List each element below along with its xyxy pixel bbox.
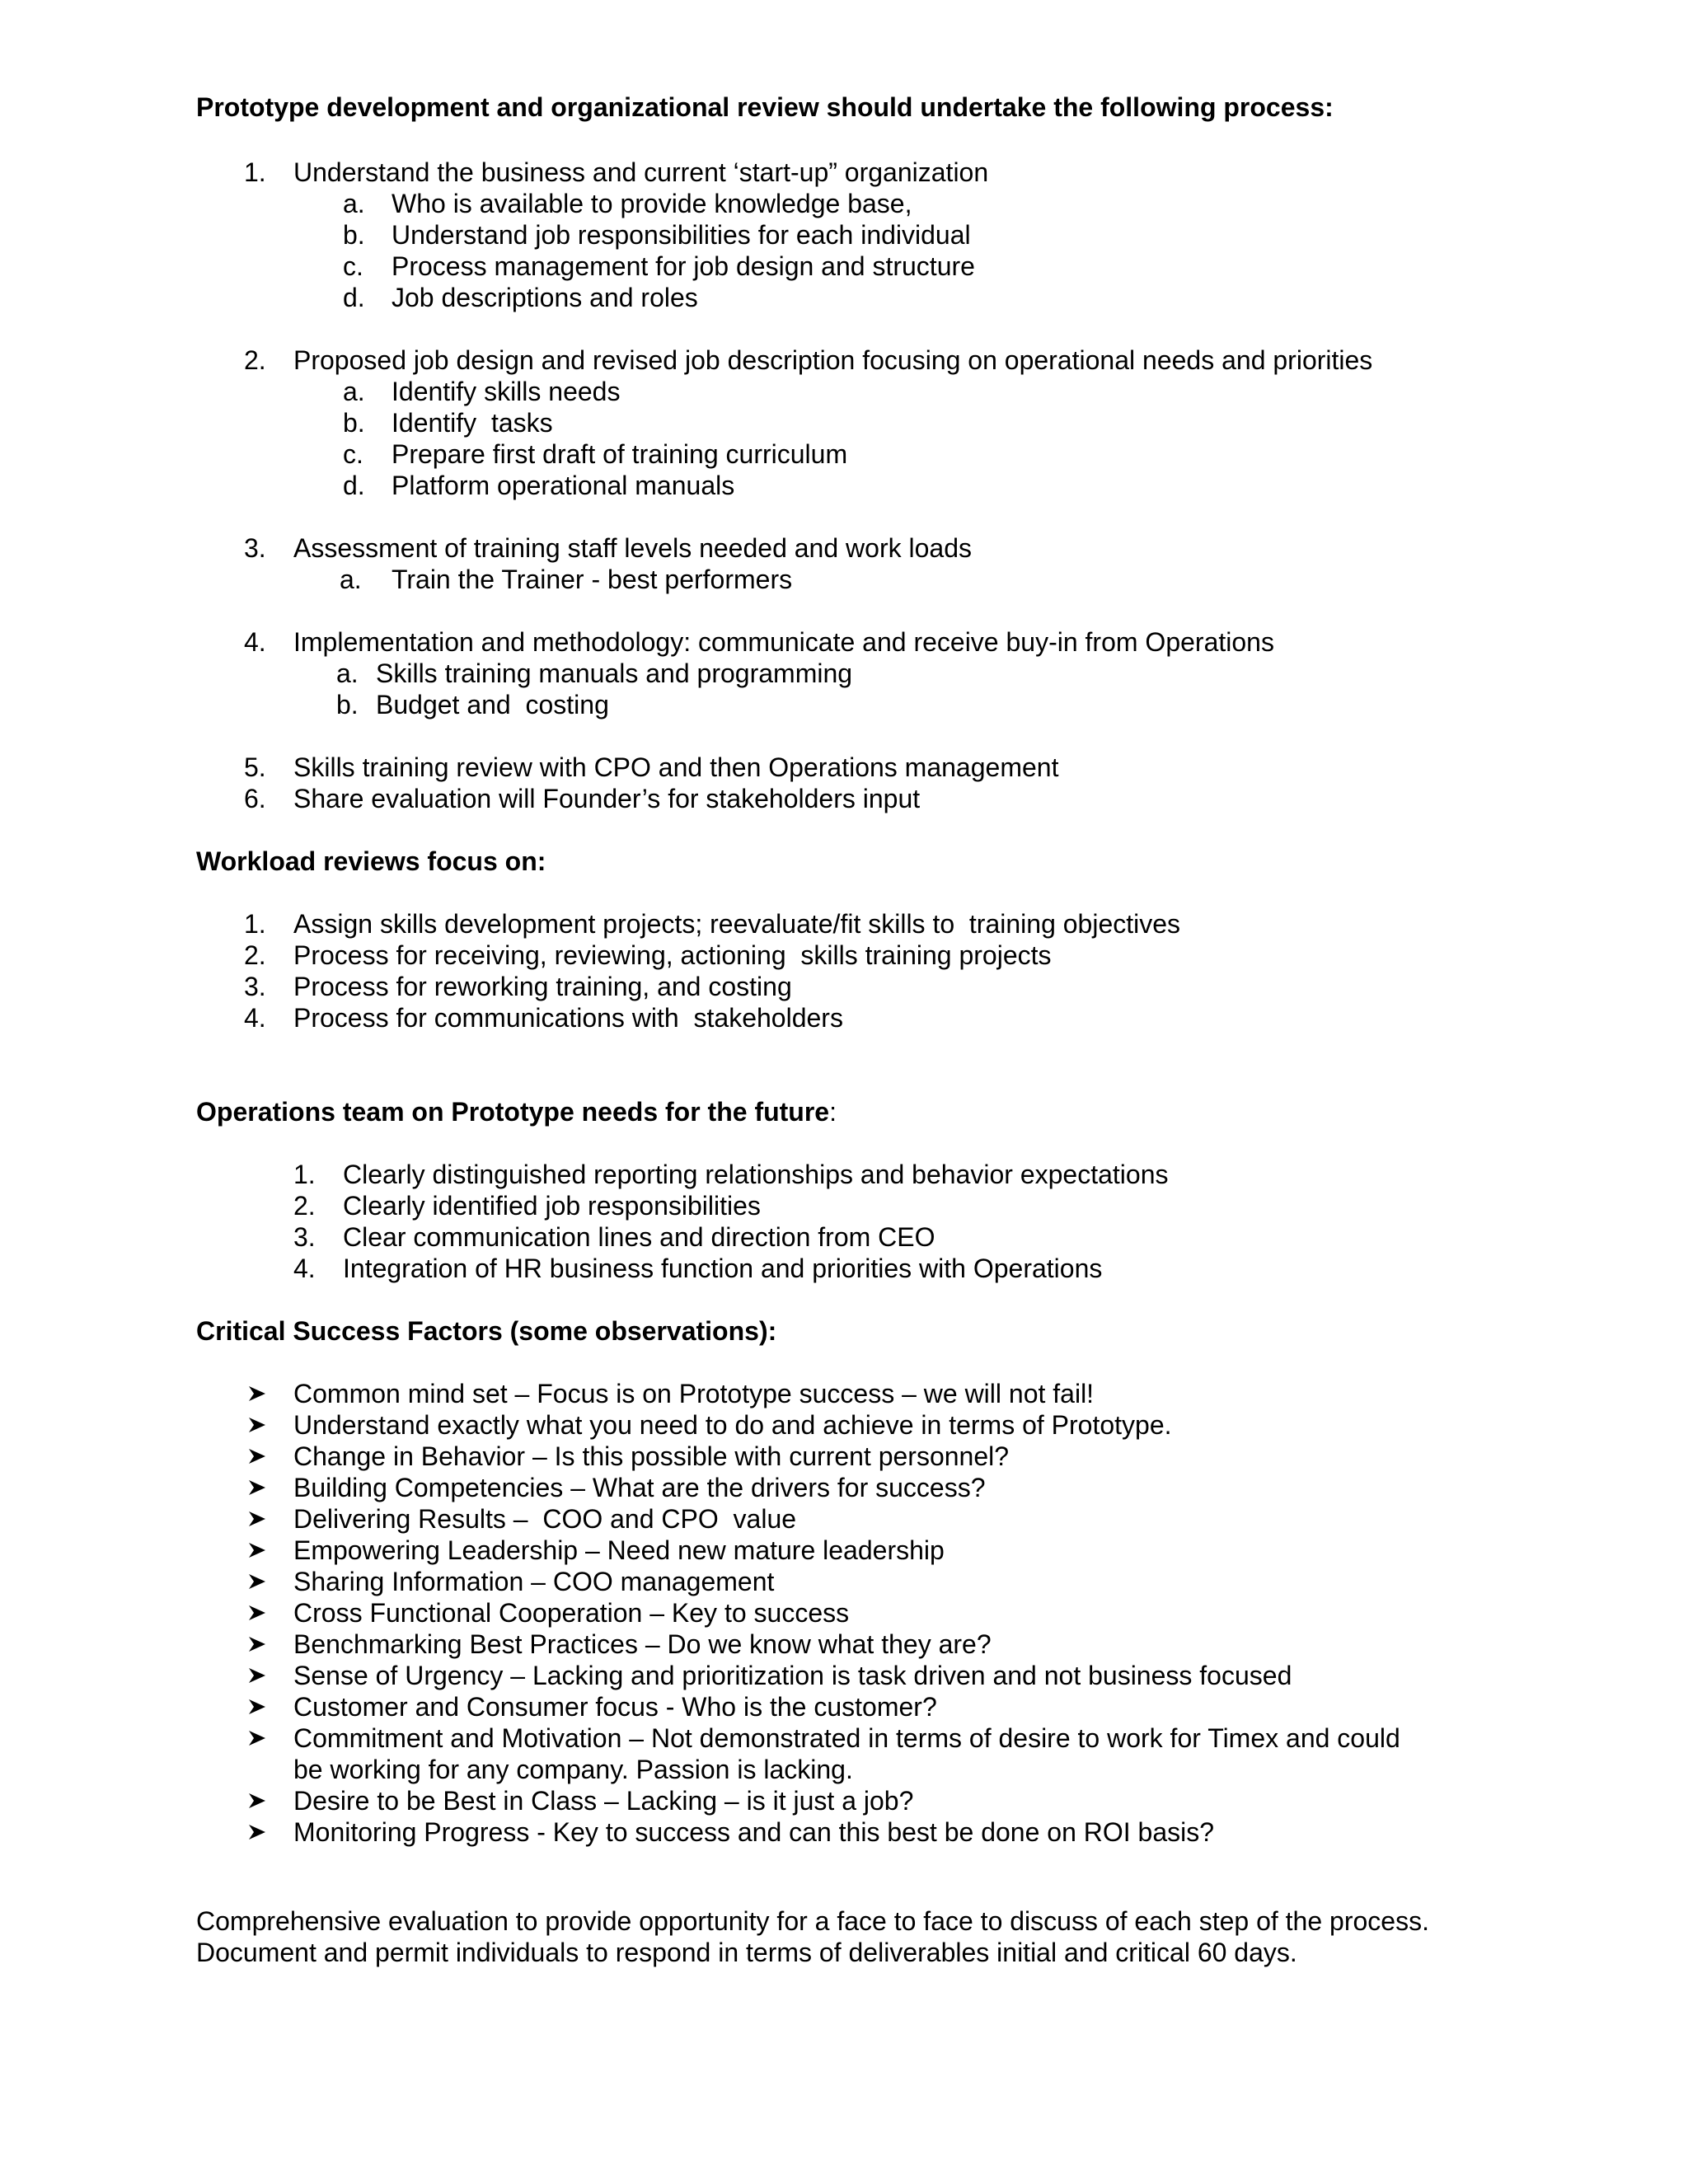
list-item: Skills training review with CPO and then Operations management [293, 752, 1059, 782]
list-item: Process for reworking training, and costing [293, 972, 792, 1001]
sublist-label: a. [340, 565, 362, 594]
closing-paragraph-line: Document and permit individuals to respond in terms of deliverables initial and critical 60 days. [196, 1938, 1297, 1967]
bullet-item: Customer and Consumer focus - Who is the customer? [293, 1692, 937, 1722]
bullet-item: Commitment and Motivation – Not demonstrated in terms of desire to work for Timex and could [293, 1723, 1400, 1753]
sublist-label: d. [343, 471, 365, 500]
list-number: 3. [244, 972, 266, 1001]
list-number: 4. [244, 627, 266, 657]
bullet-item: Delivering Results – COO and CPO value [293, 1504, 797, 1534]
sublist-label: a. [343, 189, 365, 218]
list-number: 6. [244, 784, 266, 813]
sublist-item: Identify skills needs [392, 377, 621, 406]
sublist-label: c. [343, 251, 363, 281]
sublist-label: d. [343, 283, 365, 312]
bullet-item: Empowering Leadership – Need new mature leadership [293, 1535, 945, 1565]
sublist-item: Skills training manuals and programming [376, 658, 853, 688]
section-heading-operations [196, 1096, 837, 1127]
sublist-item: Identify tasks [392, 408, 553, 438]
arrowhead-bullet-icon [247, 1441, 269, 1472]
sublist-label: b. [336, 690, 359, 719]
section-heading-critical-success: Critical Success Factors (some observations): [196, 1316, 777, 1346]
list-item: Implementation and methodology: communicate and receive buy-in from Operations [293, 627, 1274, 657]
arrowhead-bullet-icon [247, 1535, 269, 1566]
sublist-item: Train the Trainer - best performers [392, 565, 793, 594]
arrowhead-bullet-icon [247, 1722, 269, 1754]
bullet-item-continuation: be working for any company. Passion is lacking. [293, 1755, 853, 1784]
bullet-item: Common mind set – Focus is on Prototype success – we will not fail! [293, 1379, 1095, 1408]
bullet-item: Sharing Information – COO management [293, 1567, 775, 1596]
arrowhead-bullet-icon [247, 1691, 269, 1722]
list-item: Clearly distinguished reporting relationships and behavior expectations [343, 1160, 1169, 1189]
sublist-label: a. [336, 658, 359, 688]
list-number: 4. [244, 1003, 266, 1033]
list-number: 1. [244, 157, 266, 187]
arrowhead-bullet-icon [247, 1660, 269, 1691]
bullet-item: Monitoring Progress - Key to success and can this best be done on ROI basis? [293, 1817, 1215, 1847]
list-number: 3. [244, 533, 266, 563]
arrowhead-bullet-icon [247, 1629, 269, 1660]
section-heading-operations-bold: Operations team on Prototype needs for the future [196, 1097, 830, 1127]
list-number: 2. [244, 345, 266, 375]
section-heading-operations-colon: : [829, 1097, 837, 1127]
arrowhead-bullet-icon [247, 1597, 269, 1629]
closing-paragraph-line: Comprehensive evaluation to provide opportunity for a face to face to discuss of each step of the process. [196, 1906, 1429, 1936]
list-item: Integration of HR business function and priorities with Operations [343, 1254, 1103, 1283]
bullet-item: Understand exactly what you need to do and achieve in terms of Prototype. [293, 1410, 1172, 1440]
list-number: 2. [293, 1191, 316, 1221]
arrowhead-bullet-icon [247, 1472, 269, 1503]
list-item: Process for receiving, reviewing, actioning skills training projects [293, 940, 1052, 970]
list-number: 3. [293, 1222, 316, 1252]
sublist-label: a. [343, 377, 365, 406]
sublist-item: Platform operational manuals [392, 471, 735, 500]
sublist-label: b. [343, 220, 365, 250]
arrowhead-bullet-icon [247, 1816, 269, 1848]
list-item: Process for communications with stakeholders [293, 1003, 843, 1033]
list-number: 1. [244, 909, 266, 939]
arrowhead-bullet-icon [247, 1785, 269, 1816]
sublist-item: Understand job responsibilities for each individual [392, 220, 971, 250]
bullet-item: Change in Behavior – Is this possible with current personnel? [293, 1441, 1010, 1471]
list-item: Understand the business and current ‘start-up” organization [293, 157, 989, 187]
sublist-item: Process management for job design and structure [392, 251, 975, 281]
sublist-label: c. [343, 439, 363, 469]
list-item: Share evaluation will Founder’s for stakeholders input [293, 784, 921, 813]
bullet-item: Sense of Urgency – Lacking and prioritization is task driven and not business focused [293, 1661, 1292, 1690]
sublist-item: Who is available to provide knowledge base, [392, 189, 912, 218]
bullet-item: Desire to be Best in Class – Lacking – is it just a job? [293, 1786, 914, 1816]
list-item: Assign skills development projects; reevaluate/fit skills to training objectives [293, 909, 1181, 939]
sublist-item: Job descriptions and roles [392, 283, 698, 312]
list-item: Clearly identified job responsibilities [343, 1191, 761, 1221]
arrowhead-bullet-icon [247, 1566, 269, 1597]
bullet-item: Building Competencies – What are the drivers for success? [293, 1473, 986, 1502]
sublist-item: Budget and costing [376, 690, 609, 719]
sublist-item: Prepare first draft of training curriculum [392, 439, 848, 469]
list-number: 1. [293, 1160, 316, 1189]
section-heading-workload: Workload reviews focus on: [196, 846, 546, 876]
section-heading-process: Prototype development and organizational review should undertake the following process: [196, 92, 1334, 122]
list-number: 4. [293, 1254, 316, 1283]
arrowhead-bullet-icon [247, 1503, 269, 1535]
arrowhead-bullet-icon [247, 1409, 269, 1441]
bullet-item: Benchmarking Best Practices – Do we know what they are? [293, 1629, 992, 1659]
list-item: Clear communication lines and direction from CEO [343, 1222, 935, 1252]
list-number: 2. [244, 940, 266, 970]
list-item: Assessment of training staff levels needed and work loads [293, 533, 972, 563]
bullet-item: Cross Functional Cooperation – Key to success [293, 1598, 850, 1628]
list-number: 5. [244, 752, 266, 782]
arrowhead-bullet-icon [247, 1378, 269, 1409]
list-item: Proposed job design and revised job description focusing on operational needs and priorities [293, 345, 1373, 375]
sublist-label: b. [343, 408, 365, 438]
